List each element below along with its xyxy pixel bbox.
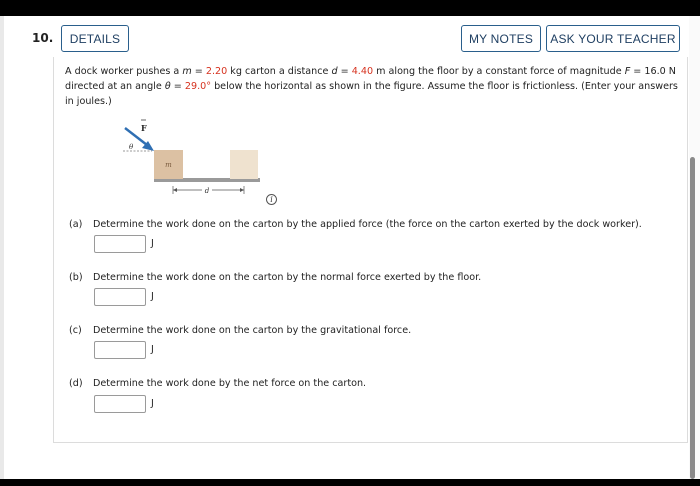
equals-sign: =: [191, 66, 206, 77]
part-d-unit: J: [151, 398, 154, 409]
part-d-answer-input[interactable]: [94, 395, 146, 413]
problem-statement: [65, 64, 680, 109]
part-b-answer-input[interactable]: [94, 288, 146, 306]
carton-box-final: [230, 150, 258, 179]
mass-label: m: [165, 161, 172, 169]
part-text: Determine the work done on the carton by the normal force exerted by the floor.: [93, 272, 482, 283]
ask-your-teacher-button[interactable]: ASK YOUR TEACHER: [546, 25, 680, 52]
left-edge-strip: [0, 16, 4, 479]
part-b-unit: J: [151, 291, 154, 302]
part-d-prompt: [69, 378, 366, 389]
top-black-band: [0, 0, 700, 16]
bottom-black-band: [0, 479, 700, 486]
problem-text: below the horizontal as shown in the figure. Assume the floor is frictionless. (Enter your answers in joules.): [65, 81, 678, 107]
part-letter: (c): [69, 325, 82, 336]
force-symbol: F: [624, 66, 631, 77]
part-c-answer-input[interactable]: [94, 341, 146, 359]
part-b-prompt: [69, 272, 481, 283]
question-number: 10.: [32, 31, 54, 45]
equals-sign: =: [337, 66, 352, 77]
angle-label: θ: [129, 143, 134, 151]
force-label: F: [141, 123, 147, 133]
problem-text: A dock worker pushes a: [65, 66, 183, 77]
part-letter: (a): [69, 219, 83, 230]
mass-symbol: m: [182, 66, 192, 77]
my-notes-button[interactable]: MY NOTES: [461, 25, 541, 52]
mass-value: 2.20: [205, 66, 228, 77]
part-letter: (d): [69, 378, 83, 389]
carton-figure: [118, 118, 268, 208]
part-c-unit: J: [151, 344, 154, 355]
part-a-answer-input[interactable]: [94, 235, 146, 253]
problem-text: kg carton a distance: [227, 66, 332, 77]
part-text: Determine the work done by the net force on the carton.: [93, 378, 367, 389]
distance-arrowhead-right: [240, 188, 244, 192]
problem-text: = 16.0 N directed at an angle: [65, 66, 676, 92]
angle-value: 29.0°: [184, 81, 212, 92]
info-icon[interactable]: i: [266, 194, 277, 205]
part-text: Determine the work done on the carton by the gravitational force.: [93, 325, 412, 336]
distance-arrowhead-left: [173, 188, 177, 192]
problem-text: m along the floor by a constant force of magnitude: [373, 66, 625, 77]
scrollbar-thumb[interactable]: [690, 157, 695, 479]
distance-value: 4.40: [351, 66, 374, 77]
part-text: Determine the work done on the carton by the applied force (the force on the carton exerted by the dock worker).: [93, 219, 642, 230]
equals-sign: =: [170, 81, 185, 92]
part-a-unit: J: [151, 238, 154, 249]
distance-symbol: d: [331, 66, 338, 77]
part-a-prompt: [69, 219, 642, 230]
angle-symbol: θ: [164, 81, 171, 92]
part-c-prompt: [69, 325, 411, 336]
distance-label: d: [204, 187, 210, 195]
part-letter: (b): [69, 272, 83, 283]
details-button[interactable]: DETAILS: [61, 25, 129, 52]
